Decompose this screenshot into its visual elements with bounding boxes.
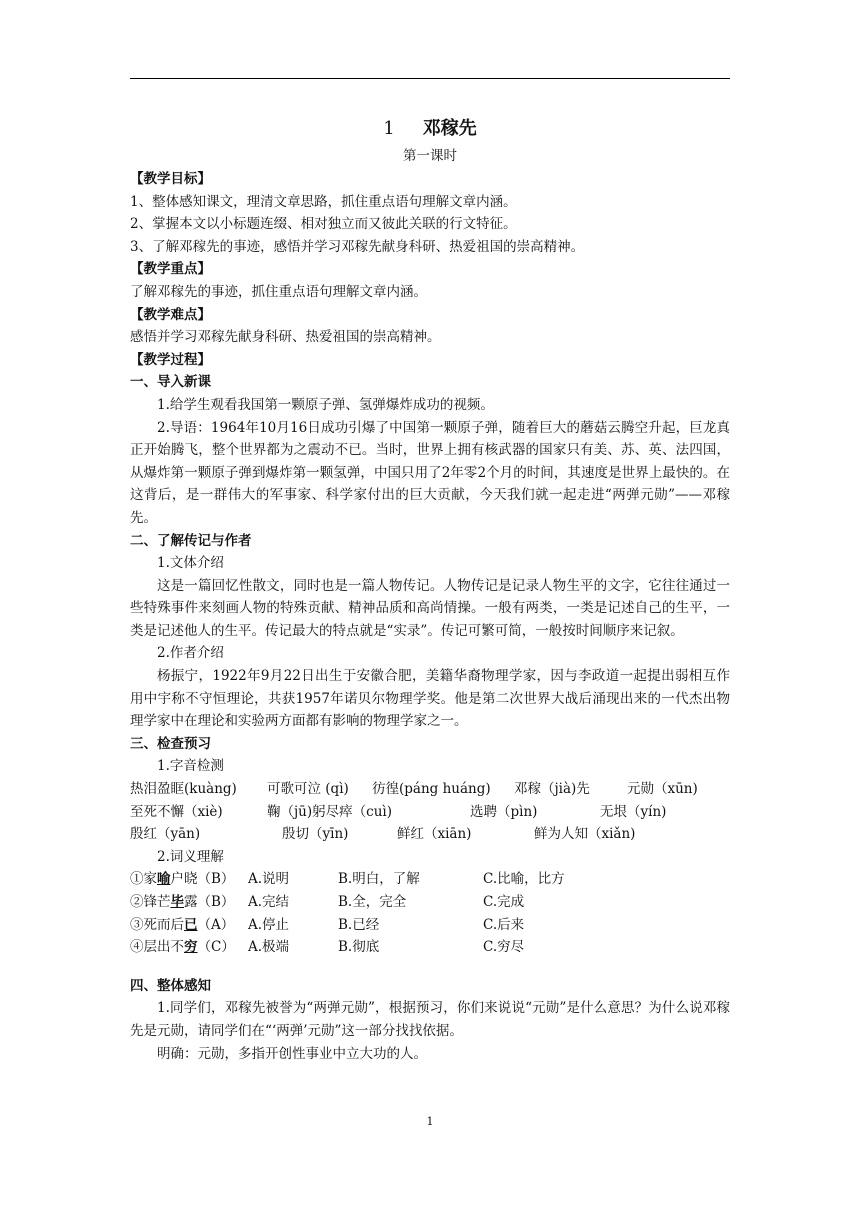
section-4-heading: 四、整体感知 bbox=[130, 977, 211, 994]
section-3-heading: 三、检查预习 bbox=[130, 735, 211, 752]
lesson-title-text: 邓稼先 bbox=[422, 118, 477, 139]
vocab-option-a: A.极端 bbox=[248, 939, 290, 956]
goal-item-1: 1、整体感知课文，理清文章思路，抓住重点语句理解文章内涵。 bbox=[130, 193, 517, 210]
pinyin-item: 邓稼（jià)先 bbox=[514, 781, 590, 798]
pinyin-item: 鲜为人知（xiǎn) bbox=[534, 826, 636, 843]
goals-heading: 【教学目标】 bbox=[130, 171, 211, 187]
pinyin-item: 元勋（xūn) bbox=[627, 781, 698, 798]
pinyin-item: 可歌可泣 (qì) bbox=[267, 781, 349, 798]
vocab-word-post: （C） bbox=[197, 939, 235, 956]
vocab-option-b: B.全，完全 bbox=[338, 894, 407, 910]
section-1-heading: 一、导入新课 bbox=[130, 374, 211, 391]
goal-item-3: 3、了解邓稼先的事迹，感悟并学习邓稼先献身科研、热爱祖国的崇高精神。 bbox=[130, 238, 585, 255]
vocab-option-b: B.彻底 bbox=[338, 939, 380, 956]
vocab-option-b: B.已经 bbox=[338, 916, 380, 933]
vocab-word-pre: ①家 bbox=[130, 871, 157, 888]
vocab-word-pre: ④层出不 bbox=[130, 939, 184, 956]
section-2-para-2: 杨振宁，1922年9月22日出生于安徽合肥，美籍华裔物理学家，因与李政道一起提出弱相互作用中宇称不守恒理论，共获1957年诺贝尔物理学奖。他是第二次世界大战后涌现出来的一代杰出物理学家中在理论和实验两方面都有影响的物理学家之一。 bbox=[130, 668, 730, 730]
section-1-para-2: 2.导语：1964年10月16日成功引爆了中国第一颗原子弹，随着巨大的蘑菇云腾空升起，巨龙真正开始腾飞，整个世界都为之震动不已。当时，世界上拥有核武器的国家只有美、苏、英、法四国，从爆炸第一颗原子弹到爆炸第一颗氢弹，中国只用了2年零2个月的时间，其速度是世界上最快的。在这背后，是一群伟大的军事家、科学家付出的巨大贡献，今天我们就一起走进“两弹元勋”——邓稼先。 bbox=[130, 419, 730, 526]
vocab-option-b: B.明白，了解 bbox=[338, 871, 420, 888]
vocab-word-post: 露（B） bbox=[184, 894, 235, 910]
vocab-word bbox=[130, 891, 248, 914]
pinyin-row-1 bbox=[130, 778, 730, 801]
vocab-option-c: C.后来 bbox=[483, 916, 525, 933]
vocab-option-c: C.比喻，比方 bbox=[483, 871, 565, 888]
section-4-para-2: 明确：元勋，多指开创性事业中立大功的人。 bbox=[157, 1045, 427, 1062]
key-heading: 【教学重点】 bbox=[130, 261, 211, 278]
section-1-para-1: 1.给学生观看我国第一颗原子弹、氢弹爆炸成功的视频。 bbox=[157, 396, 494, 413]
header-rule bbox=[130, 78, 730, 79]
lesson-number: 1 bbox=[383, 118, 395, 139]
section-2-heading: 二、了解传记与作者 bbox=[130, 532, 252, 549]
pinyin-item: 至死不懈（xiè) bbox=[130, 803, 223, 820]
vocab-word bbox=[130, 914, 248, 937]
pinyin-item: 选聘（pìn) bbox=[470, 803, 538, 820]
process-heading: 【教学过程】 bbox=[130, 351, 211, 368]
pinyin-item: 鞠（jū)躬尽瘁（cuì) bbox=[267, 803, 392, 820]
vocab-row bbox=[130, 914, 730, 937]
vocab-word-post: （A） bbox=[197, 916, 235, 933]
vocab-option-a: A.完结 bbox=[248, 894, 290, 910]
section-2-para-1: 这是一篇回忆性散文，同时也是一篇人物传记。人物传记是记录人物生平的文字，它往往通过一些特殊事件来刻画人物的特殊贡献、精神品质和高尚情操。一般有两类，一类是记述自己的生平，一类是记述他人的生平。传记最大的特点就是“实录”。传记可繁可简，一般按时间顺序来记叙。 bbox=[130, 577, 730, 639]
vocab-word bbox=[130, 936, 248, 959]
difficulty-text: 感悟并学习邓稼先献身科研、热爱祖国的崇高精神。 bbox=[130, 329, 441, 346]
section-3-sub-1: 1.字音检测 bbox=[157, 758, 224, 775]
vocab-option-c: C.穷尽 bbox=[483, 939, 525, 956]
vocab-key-char: 穷 bbox=[184, 939, 198, 956]
vocab-word-pre: ②锋芒 bbox=[130, 894, 171, 910]
vocab-word-pre: ③死而后 bbox=[130, 916, 184, 933]
vocab-word-post: 户晓（B） bbox=[170, 871, 235, 888]
key-text: 了解邓稼先的事迹，抓住重点语句理解文章内涵。 bbox=[130, 283, 427, 300]
section-2-sub-1: 1.文体介绍 bbox=[157, 555, 224, 572]
lesson-subtitle: 第一课时 bbox=[403, 148, 457, 164]
vocab-option-a: A.说明 bbox=[248, 871, 290, 888]
lesson-title bbox=[130, 114, 730, 144]
vocab-row bbox=[130, 936, 730, 959]
vocab-word bbox=[130, 868, 248, 891]
vocab-key-char: 已 bbox=[184, 916, 198, 933]
vocab-key-char: 喻 bbox=[157, 871, 171, 888]
section-4-para-1: 1.同学们，邓稼先被誉为“两弹元勋”，根据预习，你们来说说“元勋”是什么意思？为什么说邓稼先是元勋，请同学们在“‘两弹’元勋”这一部分找找依据。 bbox=[130, 1000, 730, 1039]
pinyin-row-3 bbox=[130, 823, 730, 846]
pinyin-item: 彷徨(páng huáng) bbox=[372, 781, 491, 798]
vocab-row bbox=[130, 868, 730, 891]
section-3-sub-2: 2.词义理解 bbox=[157, 848, 224, 865]
vocab-key-char: 毕 bbox=[170, 894, 184, 910]
pinyin-item: 殷红（yān) bbox=[130, 826, 201, 843]
document-body bbox=[130, 110, 730, 1065]
pinyin-item: 鲜红（xiān) bbox=[397, 826, 472, 843]
pinyin-row-2 bbox=[130, 801, 730, 824]
vocab-row bbox=[130, 891, 730, 914]
goal-item-2: 2、掌握本文以小标题连缀、相对独立而又彼此关联的行文特征。 bbox=[130, 216, 517, 233]
pinyin-item: 无垠（yín) bbox=[600, 803, 667, 820]
spacer bbox=[130, 959, 730, 975]
page-number: 1 bbox=[426, 1115, 434, 1128]
difficulty-heading: 【教学难点】 bbox=[130, 306, 211, 323]
section-2-sub-2: 2.作者介绍 bbox=[157, 645, 224, 662]
vocab-option-c: C.完成 bbox=[483, 894, 525, 910]
vocab-option-a: A.停止 bbox=[248, 916, 290, 933]
pinyin-item: 热泪盈眶(kuàng) bbox=[130, 781, 237, 798]
pinyin-item: 殷切（yīn) bbox=[282, 826, 349, 843]
